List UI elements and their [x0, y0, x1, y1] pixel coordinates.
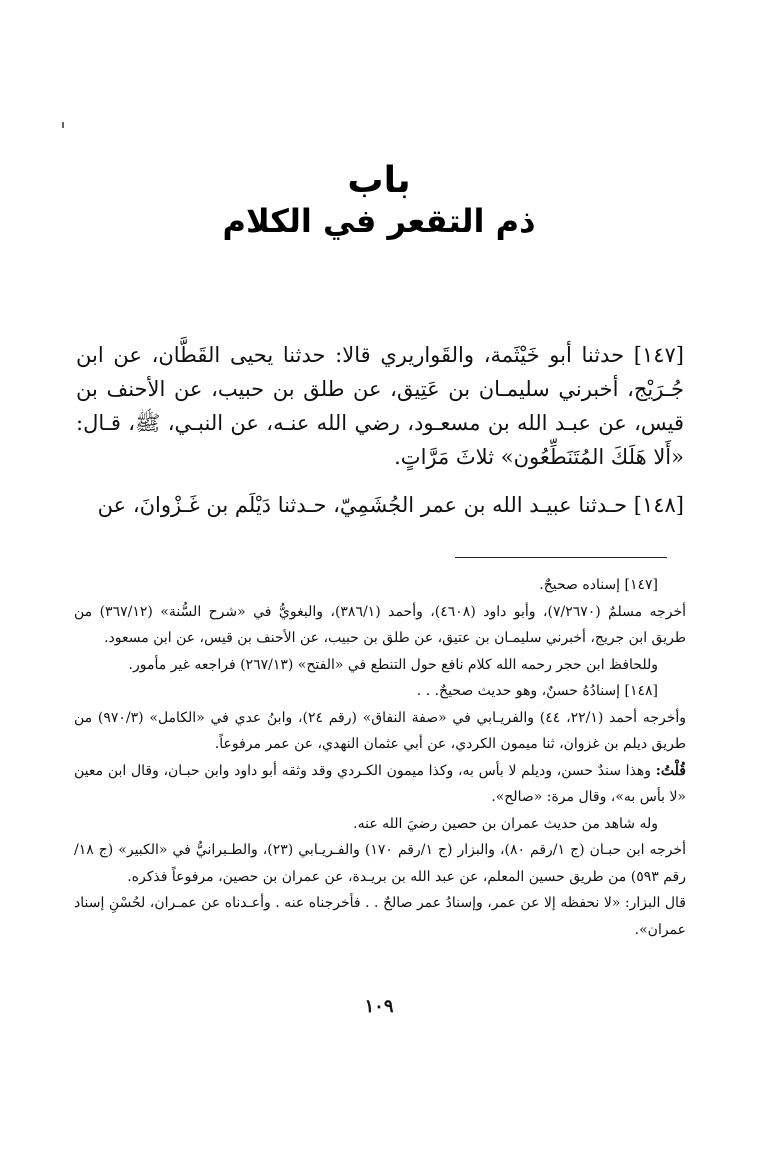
footnote-divider [455, 557, 667, 558]
page-number: ١٠٩ [364, 996, 394, 1017]
footnotes [74, 572, 686, 943]
note-148-imran: أخرجه ابن حبـان (ج ١/رقم ٨٠)، والبزار (ج ١/رقم ١٧٠) والفـريـابي (٢٣)، والطـبرانيُّ في «الكبير» (ج ١٨/رقم ٥٩٣) من طريق حسين المعلم، عن عبد الله بن بريـدة، عن عمران بن حصين، مرفوعاً فذكره. [74, 842, 686, 885]
hadith-147: [١٤٧] حدثنا أبو خَيْثَمة، والقَواريري قالا: حدثنا يحيى القَطَّان، عن ابن جُـرَيْج، أخبرني سليمـان بن عَتِيق، عن طلق بن حبيب، عن الأحنف بن قيس، عن عبـد الله بن مسعـود، رضي الله عنـه، عن النبـي، ﷺ، قـال: «أَلا هَلَكَ المُتَنَطِّعُون» ثلاثَ مَرَّاتٍ. [76, 343, 684, 469]
note-148-shahid: وله شاهد من حديث عمران بن حصين رضيَ الله عنه. [353, 815, 658, 832]
note-147-hafiz: وللحافظ ابن حجر رحمه الله كلام نافع حول التنطع في «الفتح» (٢٦٧/١٣) فراجعه غير مأمور. [128, 656, 658, 673]
note-148-bazzar: قال البزار: «لا نحفظه إلا عن عمر، وإسنادُ عمر صالحٌ . . فأخرجناه عنه . وأعـدناه عن عمـران، لحُسْنِ إسناد عمران». [74, 895, 686, 938]
note-148-qultu [74, 758, 686, 811]
hadith-148: [١٤٨] حـدثنا عبيـد الله بن عمر الجُشَمِيّ، حـدثنا دَيْلَم بن غَـزْوانَ، عن [97, 493, 684, 517]
note-148-head: [١٤٨] إسنادُهُ حسنٌ، وهو حديث صحيحٌ. . . [416, 683, 658, 699]
scan-mark [62, 122, 64, 128]
chapter-label: باب [347, 160, 411, 201]
qultu-text: وهذا سندٌ حسن، وديلم لا بأس به، وكذا ميمون الكـردي وقد وثقه أبو داود وابن حبـان، وقال ابن معين «لا بأس به»، وقال مرة: «صالح». [74, 762, 686, 805]
note-148-takhrij: وأخرجه أحمد (٢٢/١، ٤٤) والفريـابي في «صفة النفاق» (رقم ٢٤)، وابنُ عدي في «الكامل» (٩٧٠/٣) من طريق ديلم بن غزوان، ثنا ميمون الكردي، عن أبي عثمان النهدي، عن عمر مرفوعاً. [74, 709, 687, 752]
note-147-takhrij: أخرجه مسلمٌ (٧/٢٦٧٠)، وأبو داود (٤٦٠٨)، وأحمد (٣٨٦/١)، والبغويُّ في «شرح السُّنة» (٣٦٧/١٢) من طريق ابن جريج، أخبرني سليمـان بن عتيق، عن طلق بن حبيب، عن الأحنف بن قيس، عن ابن مسعود. [74, 603, 686, 646]
qultu-label: قُلْتُ: [655, 762, 686, 779]
chapter-title: ذم التقعر في الكلام [222, 202, 536, 240]
note-147-head: [١٤٧] إسناده صحيحٌ. [539, 577, 658, 593]
main-text [76, 338, 684, 536]
